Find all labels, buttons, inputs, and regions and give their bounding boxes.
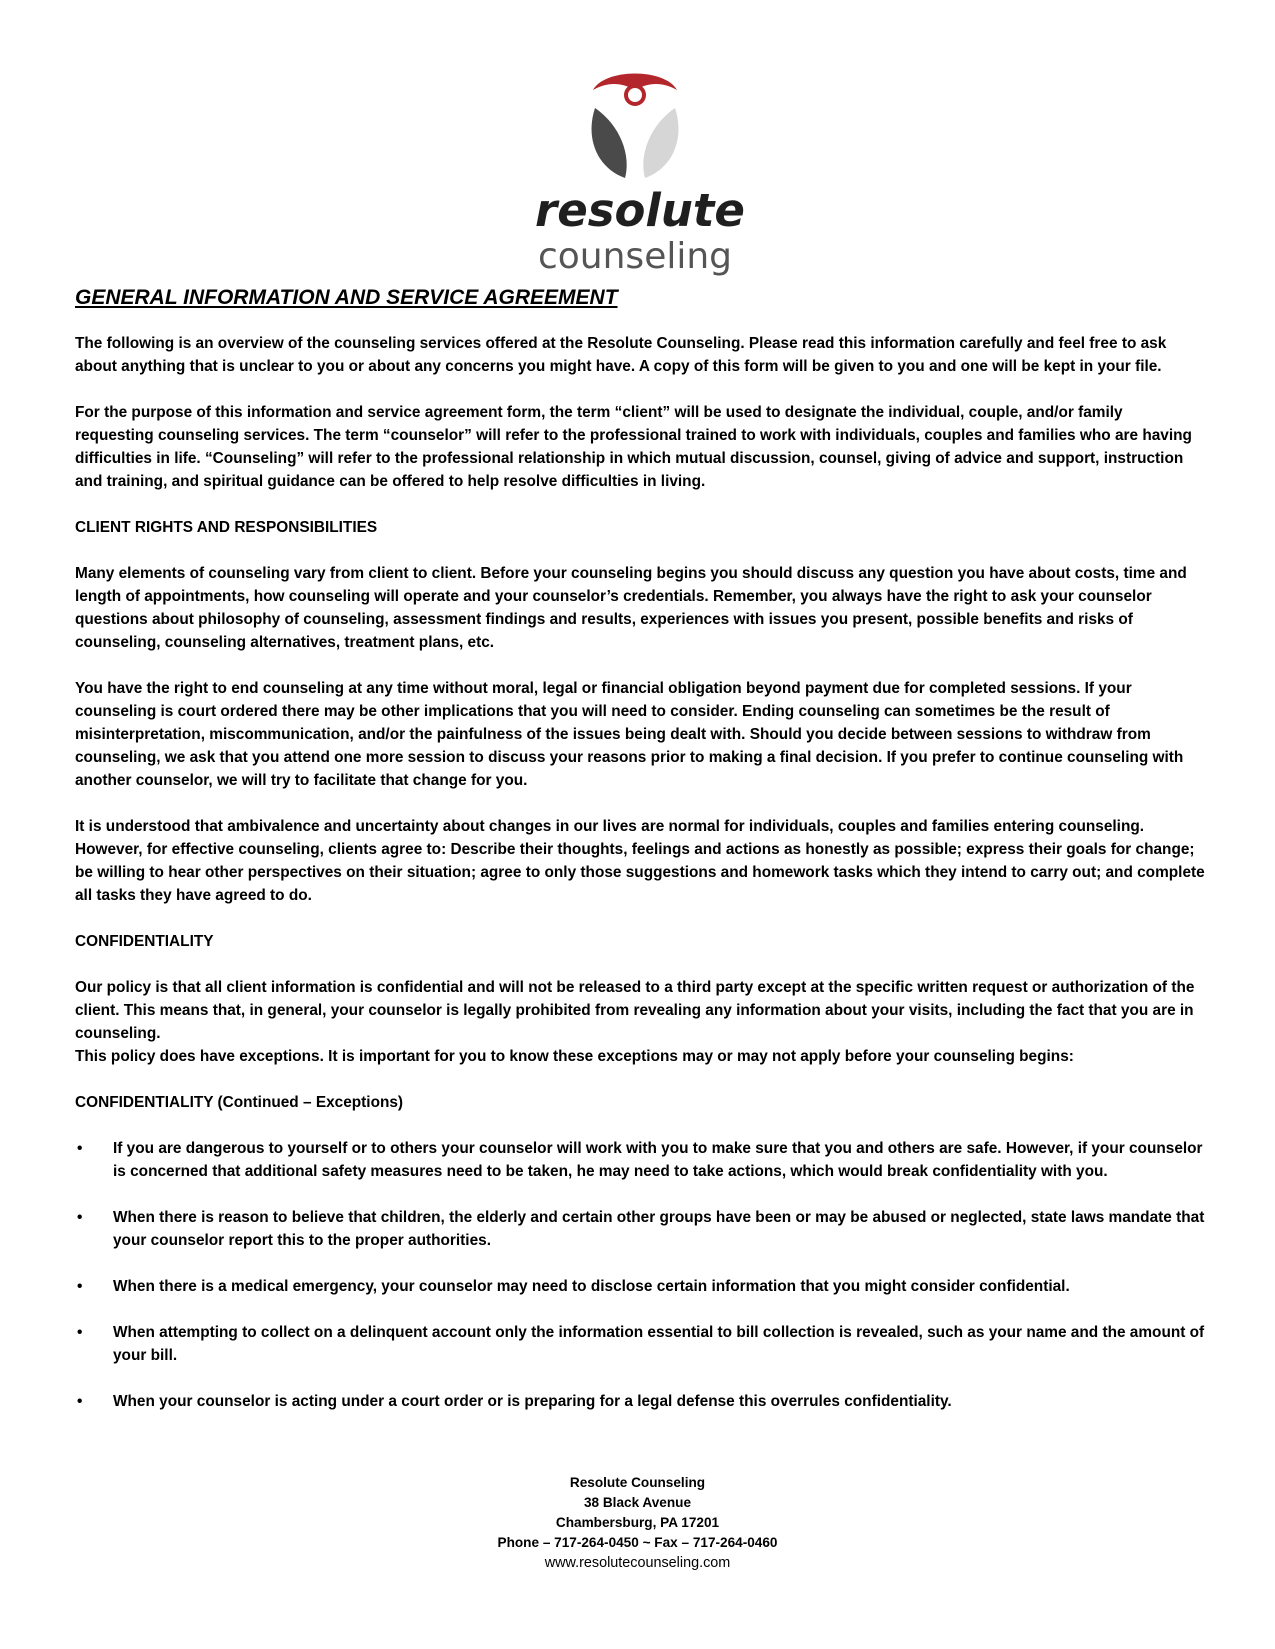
list-item	[75, 1137, 1205, 1183]
rights-paragraph: It is understood that ambivalence and uncertainty about changes in our lives are normal for individuals, couples and families entering counseling. However, for effective counseling, clients agree to: Describe their thoughts, feelings and actions as honestly as possible; express their goals for change; be willing to hear other perspectives on their situation; agree to only those suggestions and homework tasks which they intend to carry out; and complete all tasks they have agreed to do.	[75, 818, 1205, 904]
exception-text: When your counselor is acting under a court order or is preparing for a legal defense this overrules confidentiality.	[113, 1393, 952, 1410]
company-logo	[535, 68, 745, 283]
logo-figure-icon	[575, 68, 695, 188]
rights-paragraph: You have the right to end counseling at any time without moral, legal or financial obligation beyond payment due for completed sessions. If your counseling is court ordered there may be other implications that you will need to consider. Ending counseling can sometimes be the result of misinterpretation, miscommunication, and/or the painfulness of the issues being dealt with. Should you decide between sessions to withdraw from counseling, we ask that you attend one more session to discuss your reasons prior to making a final decision. If you prefer to continue counseling with another counselor, we will try to facilitate that change for you.	[75, 680, 1184, 789]
bullet-icon: •	[77, 1209, 83, 1226]
confidentiality-paragraph: Our policy is that all client information is confidential and will not be released to a third party except at the specific written request or authorization of the client. This means that, in general, your counselor is legally prohibited from revealing any information about your visits, including the fact that you are in counseling.	[75, 979, 1195, 1042]
document-body	[75, 284, 1205, 1436]
bullet-icon: •	[77, 1393, 83, 1410]
footer-phone-fax: Phone – 717-264-0450 ~ Fax – 717-264-0460	[497, 1535, 778, 1550]
exception-text: If you are dangerous to yourself or to others your counselor will work with you to make sure that you and others are safe. However, if your counselor is concerned that additional safety measures need to be taken, he may need to take actions, which would break confidentiality with you.	[113, 1140, 1203, 1180]
logo-wordmark-counseling: counseling	[537, 236, 733, 277]
list-item	[75, 1206, 1205, 1252]
page-footer	[0, 1473, 1275, 1573]
bullet-icon: •	[77, 1278, 83, 1295]
exception-text: When there is reason to believe that children, the elderly and certain other groups have been or may be abused or neglected, state laws mandate that your counselor report this to the proper authorities.	[113, 1209, 1205, 1249]
list-item	[75, 1390, 1205, 1413]
footer-street: 38 Black Avenue	[583, 1495, 692, 1510]
intro-paragraph: The following is an overview of the counseling services offered at the Resolute Counseling. Please read this information carefully and feel free to ask about anything that is unclear to you or about any concerns you might have. A copy of this form will be given to you and one will be kept in your file.	[75, 335, 1167, 375]
logo-light-leaf	[643, 108, 678, 178]
exception-text: When there is a medical emergency, your counselor may need to disclose certain information that you might consider confidential.	[113, 1278, 1070, 1295]
footer-company-name: Resolute Counseling	[569, 1475, 706, 1490]
bullet-icon: •	[77, 1324, 83, 1341]
bullet-icon: •	[77, 1140, 83, 1157]
document-title: GENERAL INFORMATION AND SERVICE AGREEMENT	[75, 286, 618, 309]
exceptions-list	[75, 1137, 1205, 1413]
logo-wordmark-resolute: resolute	[535, 184, 745, 237]
footer-website-link[interactable]: www.resolutecounseling.com	[544, 1555, 731, 1571]
logo-dark-leaf	[592, 108, 627, 178]
exception-text: When attempting to collect on a delinquent account only the information essential to bill collection is revealed, such as your name and the amount of your bill.	[113, 1324, 1205, 1364]
confidentiality-heading: CONFIDENTIALITY	[75, 933, 214, 950]
rights-heading: CLIENT RIGHTS AND RESPONSIBILITIES	[75, 519, 378, 536]
confidentiality-paragraph: This policy does have exceptions. It is important for you to know these exceptions may or may not apply before your counseling begins:	[75, 1048, 1074, 1065]
list-item	[75, 1321, 1205, 1367]
list-item	[75, 1275, 1205, 1298]
intro-paragraph: For the purpose of this information and service agreement form, the term “client” will be used to designate the individual, couple, and/or family requesting counseling services. The term “counselor” will refer to the professional trained to work with individuals, couples and families who are having difficulties in life. “Counseling” will refer to the professional relationship in which mutual discussion, counsel, giving of advice and support, instruction and training, and spiritual guidance can be offered to help resolve difficulties in living.	[75, 404, 1192, 490]
footer-city: Chambersburg, PA 17201	[555, 1515, 720, 1530]
exceptions-heading: CONFIDENTIALITY (Continued – Exceptions)	[75, 1094, 404, 1111]
rights-paragraph: Many elements of counseling vary from client to client. Before your counseling begins you should discuss any question you have about costs, time and length of appointments, how counseling will operate and your counselor’s credentials. Remember, you always have the right to ask your counselor questions about philosophy of counseling, assessment findings and results, experiences with issues you present, possible benefits and risks of counseling, counseling alternatives, treatment plans, etc.	[75, 565, 1187, 651]
